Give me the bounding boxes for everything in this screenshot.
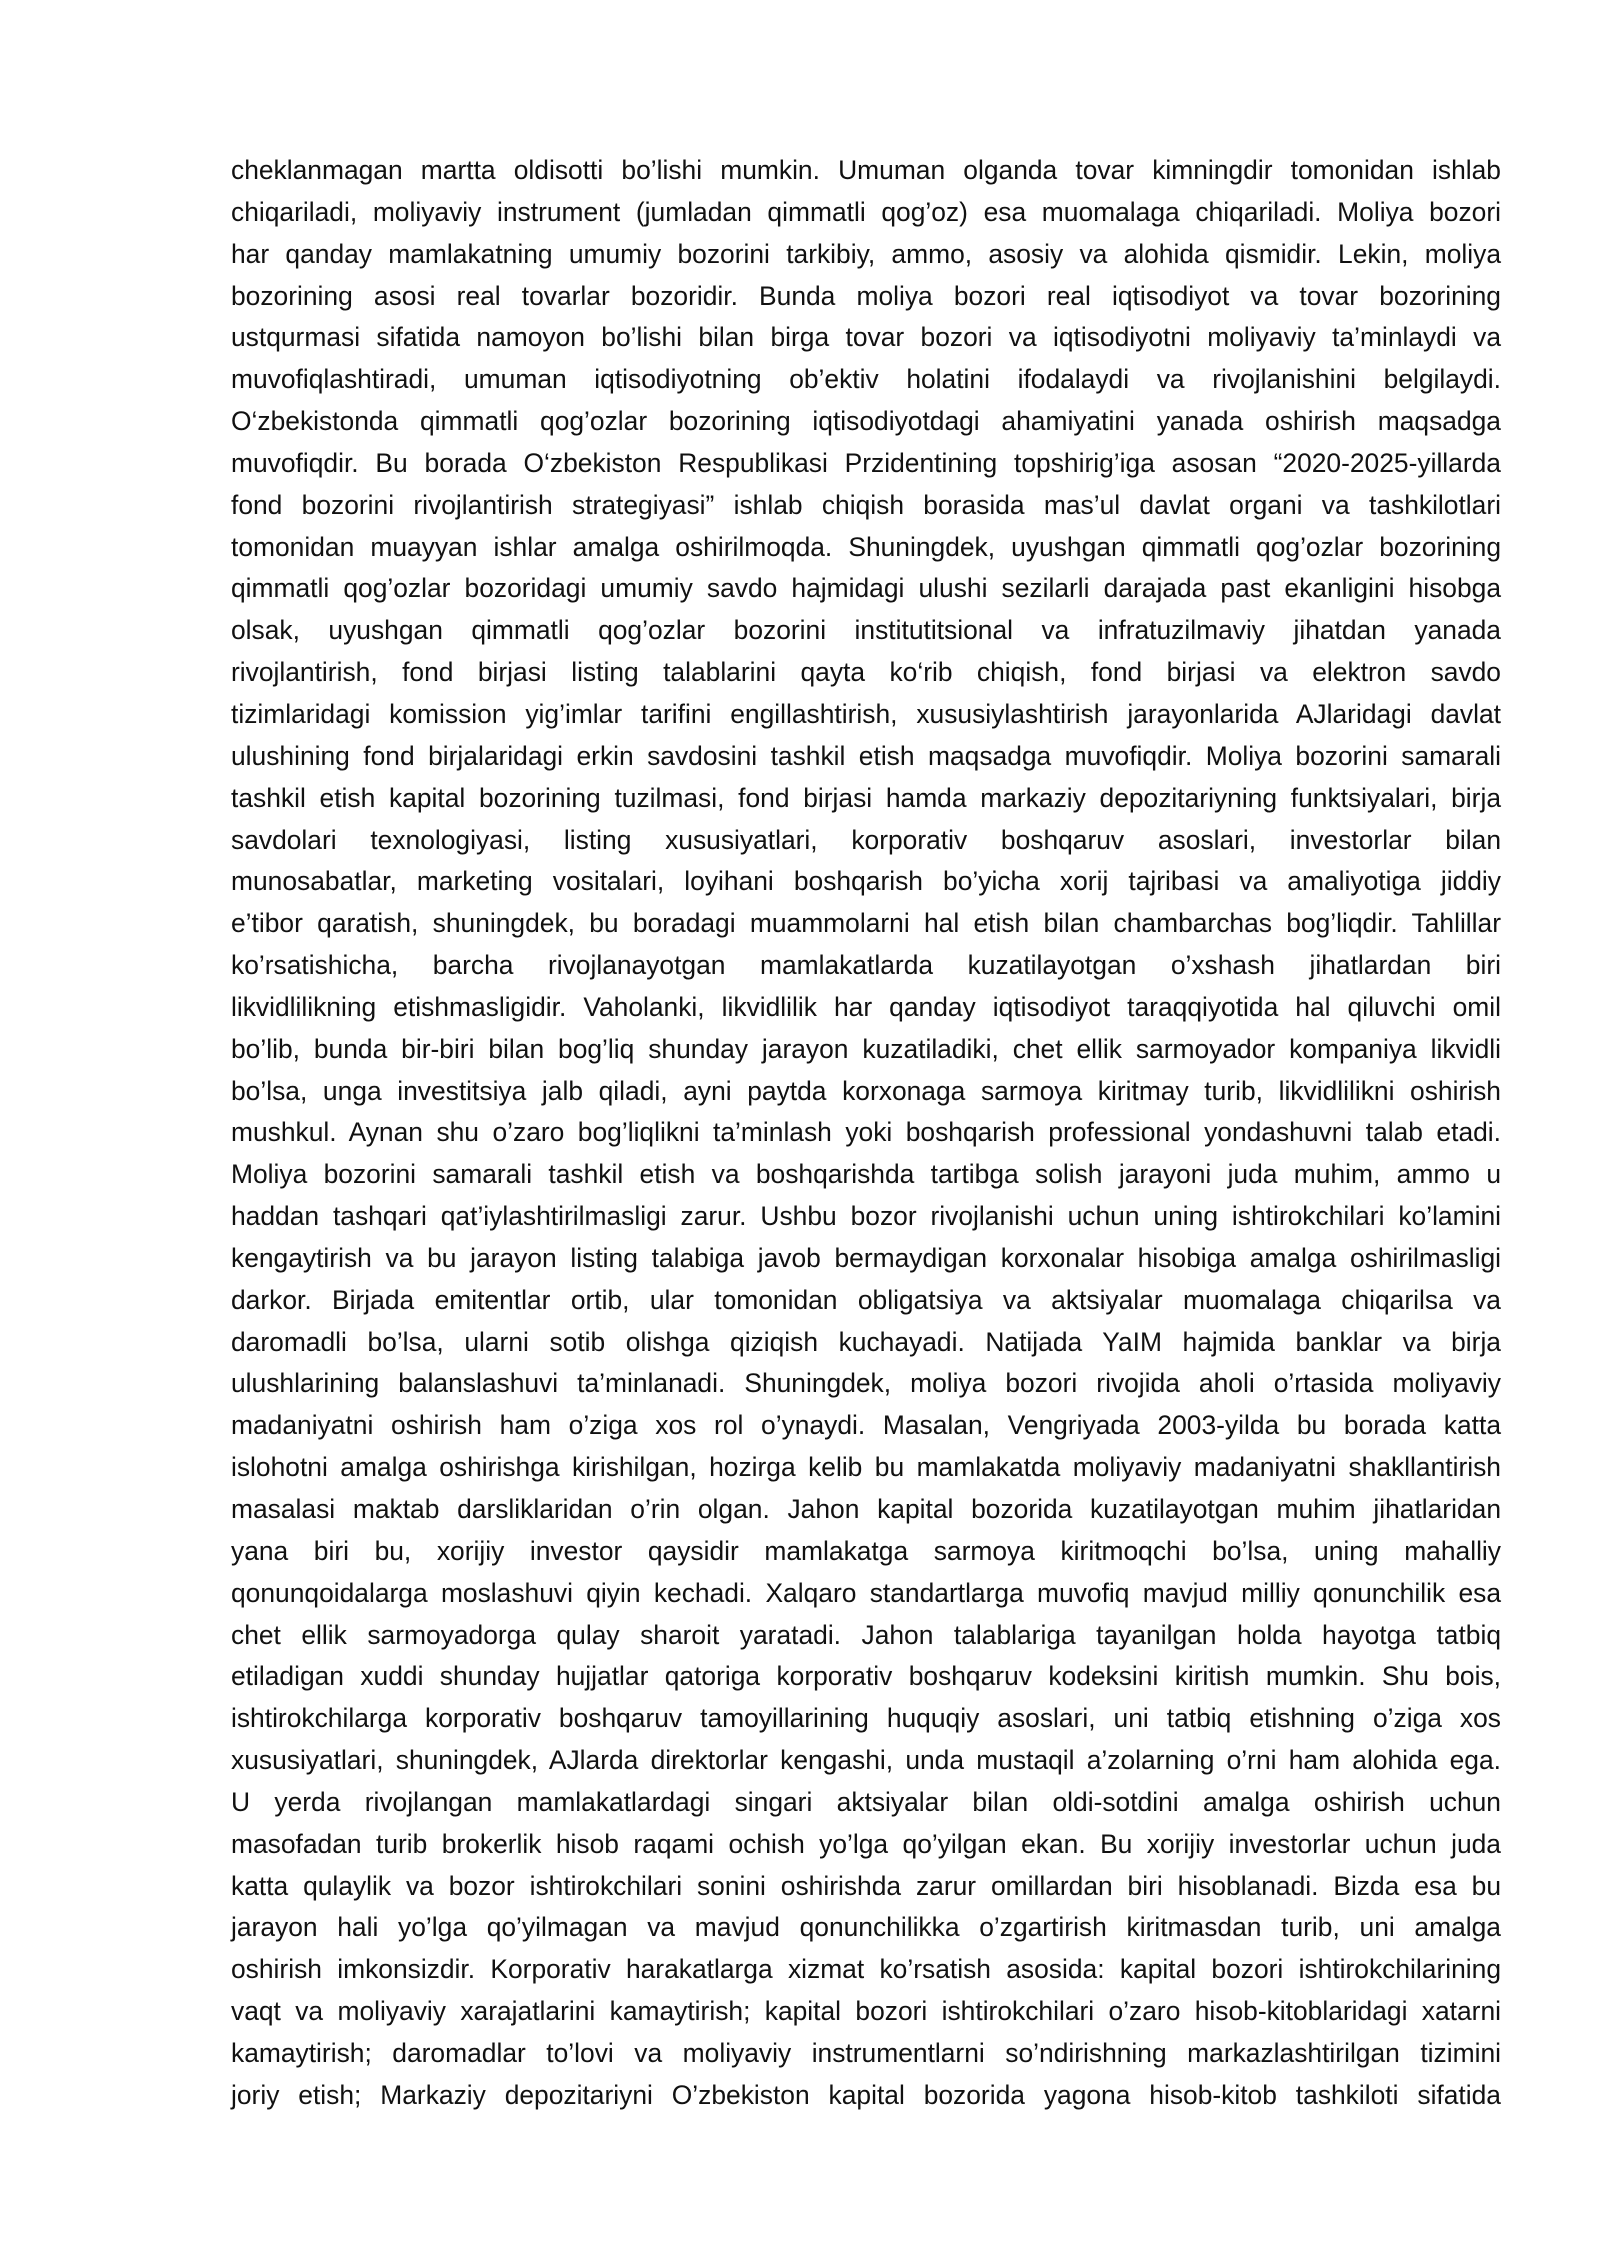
text-line: Moliya bozorini samarali tashkil etish va boshqarishda tartibga solish jarayoni juda muhim, ammo u <box>231 1159 1501 1190</box>
text-line: kamaytirish; daromadlar to’lovi va moliyaviy instrumentlarni so’ndirishning markazlashtirilgan tizimini <box>231 2037 1501 2068</box>
text-line: e’tibor qaratish, shuningdek, bu boradagi muammolarni hal etish bilan chambarchas bog’liqdir. Tahlillar <box>231 908 1501 939</box>
text-line: madaniyatni oshirish ham o’ziga xos rol o’ynaydi. Masalan, Vengriyada 2003-yilda bu borada katta <box>231 1410 1501 1441</box>
text-line: kengaytirish va bu jarayon listing talabiga javob bermaydigan korxonalar hisobiga amalga oshirilmasligi <box>231 1242 1501 1273</box>
text-line: haddan tashqari qat’iylashtirilmasligi zarur. Ushbu bozor rivojlanishi uchun uning ishtirokchilari ko’lamini <box>231 1201 1501 1232</box>
text-line: likvidlilikning etishmasligidir. Vaholanki, likvidlilik har qanday iqtisodiyot taraqqiyotida hal qiluvchi omil <box>231 991 1501 1022</box>
text-line: bozorining asosi real tovarlar bozoridir. Bunda moliya bozori real iqtisodiyot va tovar bozorining <box>231 280 1501 311</box>
text-line: chiqariladi, moliyaviy instrument (jumladan qimmatli qog’oz) esa muomalaga chiqariladi. Moliya bozori <box>231 196 1501 227</box>
text-line: etiladigan xuddi shunday hujjatlar qatoriga korporativ boshqaruv kodeksini kiritish mumkin. Shu bois, <box>231 1661 1501 1692</box>
text-line: U yerda rivojlangan mamlakatlardagi singari aktsiyalar bilan oldi-sotdini amalga oshirish uchun <box>231 1786 1501 1817</box>
text-line: O‘zbekistonda qimmatli qog’ozlar bozorining iqtisodiyotdagi ahamiyatini yanada oshirish maqsadga <box>231 406 1501 437</box>
text-line: xususiyatlari, shuningdek, AJlarda direktorlar kengashi, unda mustaqil a’zolarning o’rni ham alohida ega. <box>231 1745 1501 1776</box>
text-line: chet ellik sarmoyadorga qulay sharoit yaratadi. Jahon talablariga tayanilgan holda hayotga tatbiq <box>231 1619 1501 1650</box>
text-line: ishtirokchilarga korporativ boshqaruv tamoyillarining huquqiy asoslari, uni tatbiq etishning o’ziga xos <box>231 1703 1501 1734</box>
text-line: joriy etish; Markaziy depozitariyni O’zbekiston kapital bozorida yagona hisob-kitob tashkiloti sifatida <box>231 2079 1501 2110</box>
text-line: muvofiqdir. Bu borada O‘zbekiston Respublikasi Przidentining topshirig’iga asosan “2020-2025-yillarda <box>231 447 1501 478</box>
text-line: tomonidan muayyan ishlar amalga oshirilmoqda. Shuningdek, uyushgan qimmatli qog’ozlar bozorining <box>231 531 1501 562</box>
text-line: ustqurmasi sifatida namoyon bo’lishi bilan birga tovar bozori va iqtisodiyotni moliyaviy ta’minlaydi va <box>231 322 1501 353</box>
text-line: cheklanmagan martta oldisotti bo’lishi mumkin. Umuman olganda tovar kimningdir tomonidan ishlab <box>231 155 1501 185</box>
text-line: vaqt va moliyaviy xarajatlarini kamaytirish; kapital bozori ishtirokchilari o’zaro hisob-kitoblaridagi xatarni <box>231 1996 1501 2027</box>
text-line: munosabatlar, marketing vositalari, loyihani boshqarish bo’yicha xorij tajribasi va amaliyotiga jiddiy <box>231 866 1501 897</box>
text-line: masofadan turib brokerlik hisob raqami ochish yo’lga qo’yilgan ekan. Bu xorijiy investorlar uchun juda <box>231 1828 1501 1859</box>
text-line: savdolari texnologiyasi, listing xususiyatlari, korporativ boshqaruv asoslari, investorlar bilan <box>231 824 1501 855</box>
text-line: ulushining fond birjalaridagi erkin savdosini tashkil etish maqsadga muvofiqdir. Moliya bozorini samarali <box>231 740 1501 771</box>
text-line: muvofiqlashtiradi, umuman iqtisodiyotning ob’ektiv holatini ifodalaydi va rivojlanishini belgilaydi. <box>231 364 1501 395</box>
text-line: daromadli bo’lsa, ularni sotib olishga qiziqish kuchayadi. Natijada YaIM hajmida banklar va birja <box>231 1326 1501 1357</box>
text-line: ko’rsatishicha, barcha rivojlanayotgan mamlakatlarda kuzatilayotgan o’xshash jihatlardan biri <box>231 950 1501 981</box>
text-line: bo’lib, bunda bir-biri bilan bog’liq shunday jarayon kuzatiladiki, chet ellik sarmoyador kompaniya likvidli <box>231 1033 1501 1064</box>
text-line: har qanday mamlakatning umumiy bozorini tarkibiy, ammo, asosiy va alohida qismidir. Lekin, moliya <box>231 238 1501 269</box>
text-line: oshirish imkonsizdir. Korporativ harakatlarga xizmat ko’rsatish asosida: kapital bozori ishtirokchilarining <box>231 1954 1501 1985</box>
text-line: masalasi maktab darsliklaridan o’rin olgan. Jahon kapital bozorida kuzatilayotgan muhim jihatlaridan <box>231 1494 1501 1524</box>
text-line: yana biri bu, xorijiy investor qaysidir mamlakatga sarmoya kiritmoqchi bo’lsa, uning mahalliy <box>231 1535 1501 1566</box>
text-line: fond bozorini rivojlantirish strategiyasi” ishlab chiqish borasida mas’ul davlat organi va tashkilotlari <box>231 489 1501 520</box>
body-text <box>231 150 1501 2117</box>
text-line: ulushlarining balanslashuvi ta’minlanadi. Shuningdek, moliya bozori rivojida aholi o’rtasida moliyaviy <box>231 1368 1501 1399</box>
text-line: islohotni amalga oshirishga kirishilgan, hozirga kelib bu mamlakatda moliyaviy madaniyatni shakllantirish <box>231 1452 1501 1483</box>
text-line: rivojlantirish, fond birjasi listing talablarini qayta ko‘rib chiqish, fond birjasi va elektron savdo <box>231 657 1501 688</box>
text-line: bo’lsa, unga investitsiya jalb qiladi, ayni paytda korxonaga sarmoya kiritmay turib, likvidlilikni oshirish <box>231 1075 1501 1106</box>
text-line: jarayon hali yo’lga qo’yilmagan va mavjud qonunchilikka o’zgartirish kiritmasdan turib, uni amalga <box>231 1912 1501 1943</box>
text-line: tizimlaridagi komission yig’imlar tarifini engillashtirish, xususiylashtirish jarayonlarida AJlaridagi davlat <box>231 698 1501 729</box>
text-line: mushkul. Aynan shu o’zaro bog’liqlikni ta’minlash yoki boshqarish professional yondashuvni talab etadi. <box>231 1117 1501 1148</box>
text-line: qonunqoidalarga moslashuvi qiyin kechadi. Xalqaro standartlarga muvofiq mavjud milliy qonunchilik esa <box>231 1577 1501 1608</box>
text-line: darkor. Birjada emitentlar ortib, ular tomonidan obligatsiya va aktsiyalar muomalaga chiqarilsa va <box>231 1284 1501 1315</box>
text-line: tashkil etish kapital bozorining tuzilmasi, fond birjasi hamda markaziy depozitariyning funktsiyalari, birja <box>231 782 1501 813</box>
text-line: qimmatli qog’ozlar bozoridagi umumiy savdo hajmidagi ulushi sezilarli darajada past ekanligini hisobga <box>231 573 1501 604</box>
text-line: olsak, uyushgan qimmatli qog’ozlar bozorini institutitsional va infratuzilmaviy jihatdan yanada <box>231 615 1501 646</box>
text-line: katta qulaylik va bozor ishtirokchilari sonini oshirishda zarur omillardan biri hisoblanadi. Bizda esa bu <box>231 1870 1501 1901</box>
